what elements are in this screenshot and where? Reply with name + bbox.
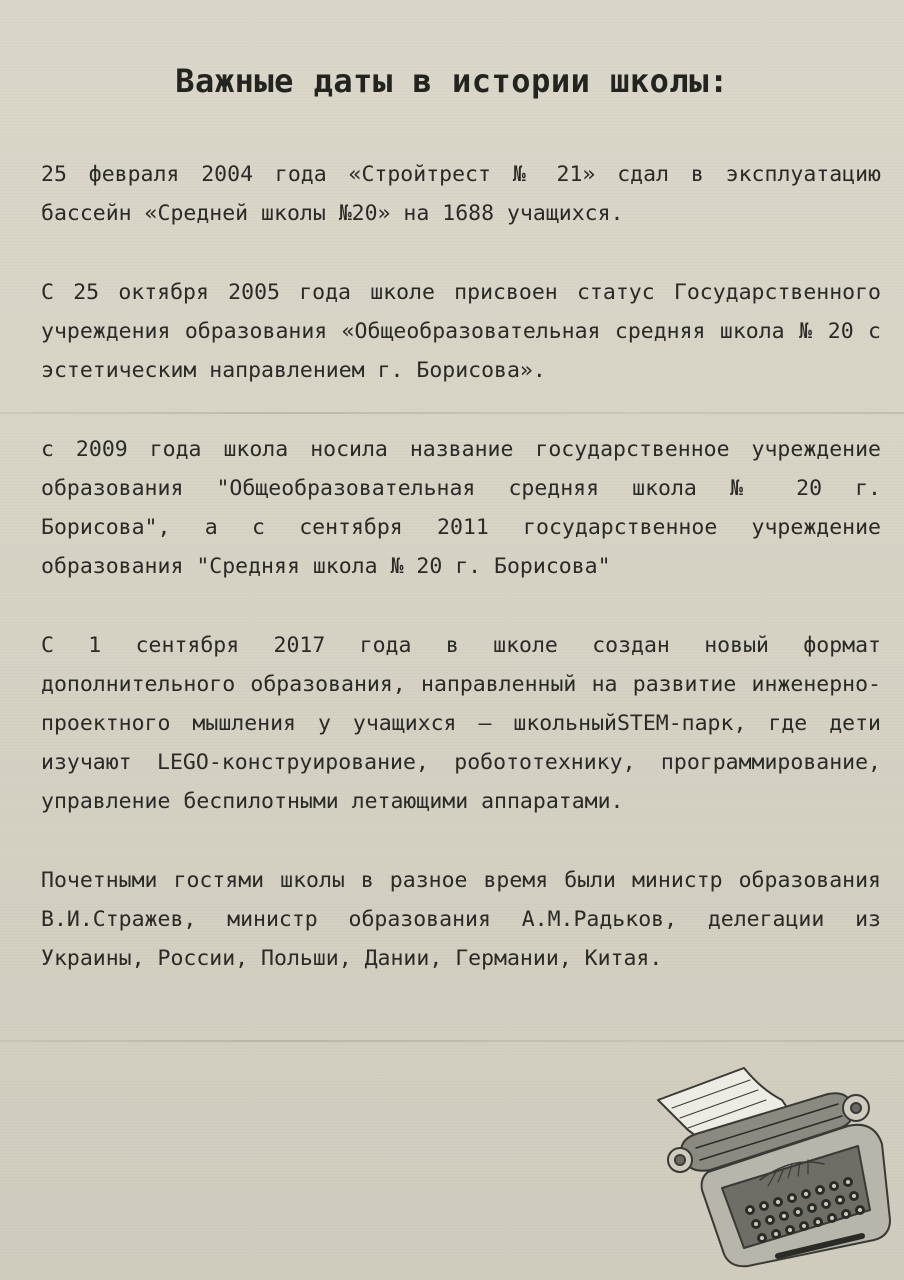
paragraph-2009: с 2009 года школа носила название государственное учреждение образования "Общеобразовательная средняя школа № 20 г. Борисова", а с сентября 2011 государственное учреждение образования "Средняя школа № 20 г. Борисова": [41, 437, 881, 579]
page-title: Важные даты в истории школы:: [175, 62, 729, 100]
paper-fold-line: [0, 1040, 904, 1042]
typewriter-icon: [652, 1060, 892, 1270]
paragraph-2004: 25 февраля 2004 года «Стройтрест № 21» сдал в эксплуатацию бассейн «Средней школы №20» на 1688 учащихся.: [41, 162, 881, 226]
paragraph-guests: Почетными гостями школы в разное время были министр образования В.И.Стражев, министр образования А.М.Радьков, делегации из Украины, России, Польши, Дании, Германии, Китая.: [41, 868, 881, 971]
paragraph-2005: С 25 октября 2005 года школе присвоен статус Государственного учреждения образования «Общеобразовательная средняя школа № 20 с эстетическим направлением г. Борисова».: [41, 280, 881, 383]
paragraph-2017: С 1 сентября 2017 года в школе создан новый формат дополнительного образования, направленный на развитие инженерно-проектного мышления у учащихся – школьныйSTEM-парк, где дети изучают LEGO-конструирование, робототехнику, программирование, управление беспилотными летающими аппаратами.: [41, 633, 881, 814]
document-body: [41, 155, 881, 1018]
